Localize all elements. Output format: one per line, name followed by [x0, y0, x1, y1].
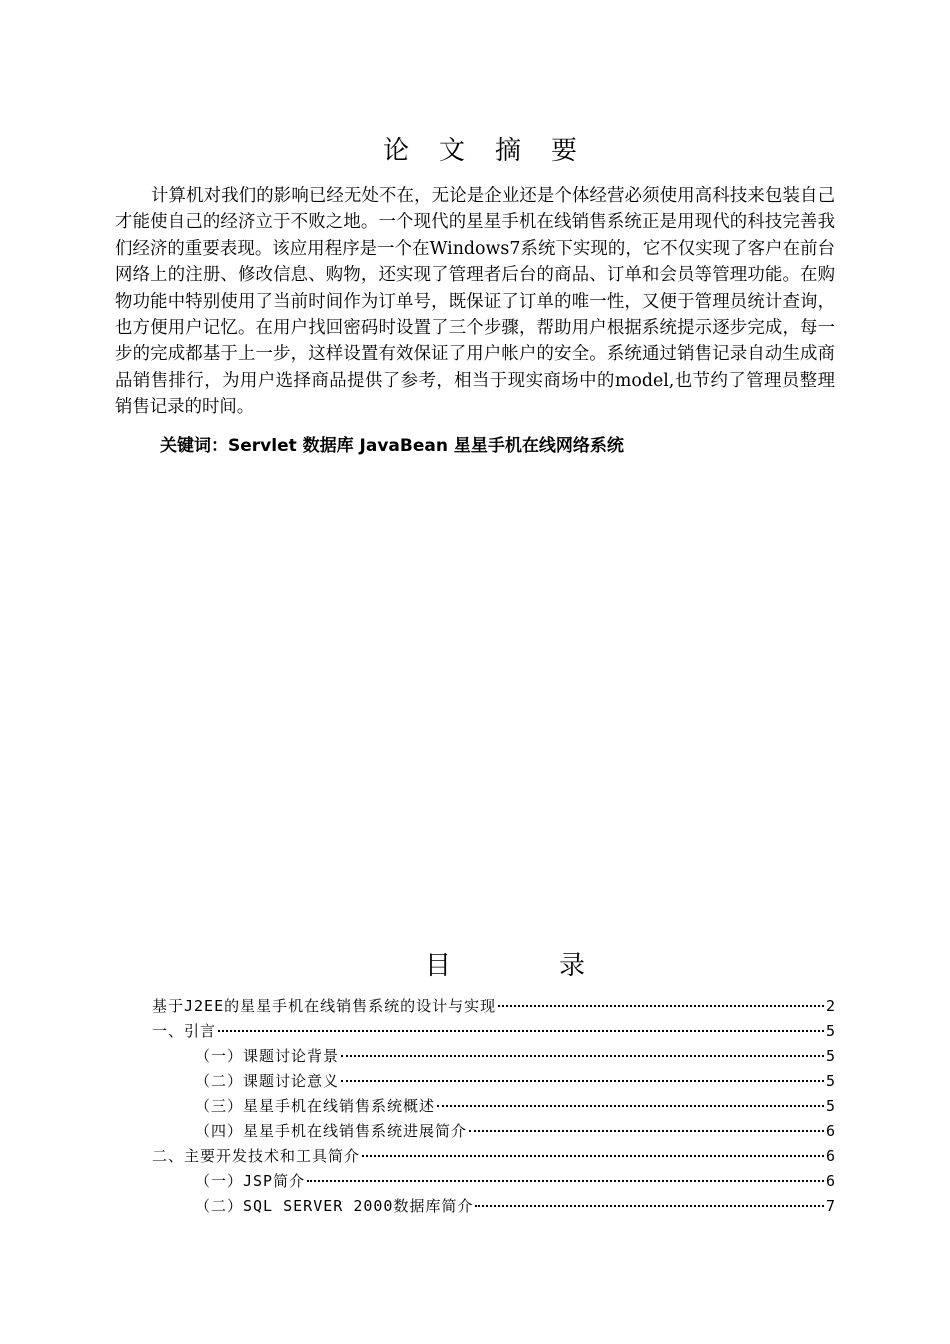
toc-entry-chapter-2[interactable] [152, 1145, 835, 1167]
toc-title-right: 录 [558, 951, 585, 981]
toc-entry-label: （四）星星手机在线销售系统进展简介 [195, 1122, 468, 1140]
toc-entry-label: （一）JSP简介 [195, 1172, 306, 1190]
toc-entry-label: 一、引言 [152, 1022, 217, 1040]
keywords-text: Servlet 数据库 JavaBean 星星手机在线网络系统 [228, 436, 624, 456]
toc-page-number: 6 [825, 1172, 835, 1190]
toc-dot-leader [437, 1105, 824, 1107]
toc-entry-section-1-2[interactable] [195, 1070, 835, 1092]
keywords-label: 关键词： [160, 436, 228, 456]
toc-page-number: 5 [825, 1047, 835, 1065]
toc-page-number: 5 [825, 1072, 835, 1090]
toc-page-number: 2 [825, 997, 835, 1015]
toc-dot-leader [218, 1030, 824, 1032]
toc-entry-label: 基于J2EE的星星手机在线销售系统的设计与实现 [152, 997, 497, 1015]
toc-page-number: 6 [825, 1122, 835, 1140]
toc-dot-leader [469, 1130, 824, 1132]
toc-title-left: 目 [425, 951, 452, 981]
toc-dot-leader [475, 1205, 824, 1207]
toc-entry-chapter-1[interactable] [152, 1020, 835, 1042]
toc-entry-section-1-1[interactable] [195, 1045, 835, 1067]
toc-entry-label: （三）星星手机在线销售系统概述 [195, 1097, 436, 1115]
toc-entry-label: （一）课题讨论背景 [195, 1047, 340, 1065]
toc-dot-leader [362, 1155, 824, 1157]
toc-entry-section-1-3[interactable] [195, 1095, 835, 1117]
keywords-line [160, 431, 624, 456]
toc-dot-leader [307, 1180, 824, 1182]
toc-entry-label: （二）课题讨论意义 [195, 1072, 340, 1090]
toc-dot-leader [341, 1080, 824, 1082]
toc-entry-section-2-1[interactable] [195, 1170, 835, 1192]
toc-entry-label: 二、主要开发技术和工具简介 [152, 1147, 361, 1165]
toc-page-number: 5 [825, 1097, 835, 1115]
abstract-title: 论文摘要 [382, 136, 607, 166]
toc-entry-section-2-2[interactable] [195, 1195, 835, 1217]
toc-entry-label: （二）SQL SERVER 2000数据库简介 [195, 1197, 474, 1215]
toc-entry-section-1-4[interactable] [195, 1120, 835, 1142]
toc-page-number: 5 [825, 1022, 835, 1040]
toc-title [425, 945, 585, 982]
toc-dot-leader [341, 1055, 824, 1057]
abstract-paragraph: 计算机对我们的影响已经无处不在，无论是企业还是个体经营必须使用高科技来包装自己才能使自己的经济立于不败之地。一个现代的星星手机在线销售系统正是用现代的科技完善我们经济的重要表现。该应用程序是一个在Windows7系统下实现的，它不仅实现了客户在前台网络上的注册、修改信息、购物，还实现了管理者后台的商品、订单和会员等管理功能。在购物功能中特别使用了当前时间作为订单号，既保证了订单的唯一性，又便于管理员统计查询，也方便用户记忆。在用户找回密码时设置了三个步骤，帮助用户根据系统提示逐步完成，每一步的完成都基于上一步，这样设置有效保证了用户帐户的安全。系统通过销售记录自动生成商品销售排行，为用户选择商品提供了参考，相当于现实商场中的model,也节约了管理员整理销售记录的时间。 [115, 186, 835, 418]
toc-page-number: 6 [825, 1147, 835, 1165]
toc-dot-leader [498, 1005, 824, 1007]
toc-page-number: 7 [825, 1197, 835, 1215]
toc-entry-title[interactable] [152, 995, 835, 1017]
